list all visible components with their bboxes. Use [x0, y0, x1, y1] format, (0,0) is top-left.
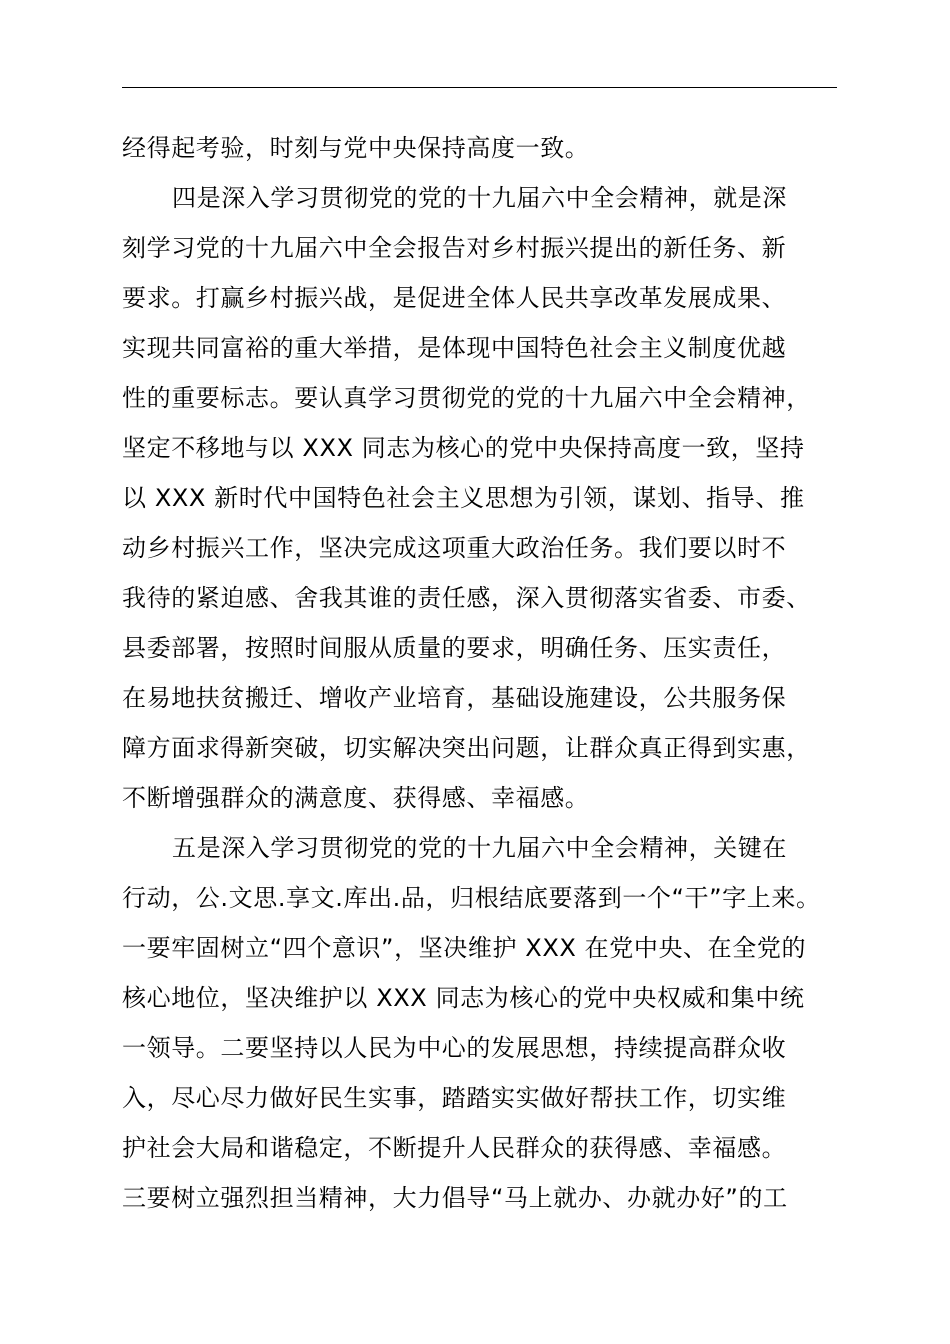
text-line: 一领导。二要坚持以人民为中心的发展思想，持续提高群众收 — [122, 1034, 787, 1062]
text-line: 护社会大局和谐稳定，不断提升人民群众的获得感、幸福感。 — [122, 1134, 787, 1162]
text-line: 我待的紧迫感、舍我其谁的责任感，深入贯彻落实省委、市委、 — [122, 584, 811, 612]
paragraph-4-start: 四是深入学习贯彻党的党的十九届六中全会精神，就是深 — [172, 184, 787, 212]
text-line: 县委部署，按照时间服从质量的要求，明确任务、压实责任， — [122, 634, 787, 662]
text-line: 刻学习党的十九届六中全会报告对乡村振兴提出的新任务、新 — [122, 234, 787, 262]
text-line: 不断增强群众的满意度、获得感、幸福感。 — [122, 784, 590, 812]
text-line: 经得起考验，时刻与党中央保持高度一致。 — [122, 134, 590, 162]
text-line: 以 XXX 新时代中国特色社会主义思想为引领，谋划、指导、推 — [122, 484, 805, 512]
text-line: 入，尽心尽力做好民生实事，踏踏实实做好帮扶工作，切实维 — [122, 1084, 787, 1112]
paragraph-5-start: 五是深入学习贯彻党的党的十九届六中全会精神，关键在 — [172, 834, 787, 862]
text-line: 障方面求得新突破，切实解决突出问题，让群众真正得到实惠， — [122, 734, 811, 762]
text-line: 一要牢固树立“四个意识”，坚决维护 XXX 在党中央、在全党的 — [122, 934, 807, 962]
text-line: 三要树立强烈担当精神，大力倡导“马上就办、办就办好”的工 — [122, 1184, 788, 1212]
text-line: 坚定不移地与以 XXX 同志为核心的党中央保持高度一致，坚持 — [122, 434, 805, 462]
text-line: 实现共同富裕的重大举措，是体现中国特色社会主义制度优越 — [122, 334, 787, 362]
text-line: 行动，公.文思.享文.库出.品，归根结底要落到一个“干”字上来。 — [122, 884, 821, 912]
text-line: 要求。打赢乡村振兴战，是促进全体人民共享改革发展成果、 — [122, 284, 787, 312]
text-line: 在易地扶贫搬迁、增收产业培育，基础设施建设，公共服务保 — [122, 684, 787, 712]
text-line: 核心地位，坚决维护以 XXX 同志为核心的党中央权威和集中统 — [122, 984, 805, 1012]
text-line: 动乡村振兴工作，坚决完成这项重大政治任务。我们要以时不 — [122, 534, 787, 562]
text-line: 性的重要标志。要认真学习贯彻党的党的十九届六中全会精神， — [122, 384, 811, 412]
